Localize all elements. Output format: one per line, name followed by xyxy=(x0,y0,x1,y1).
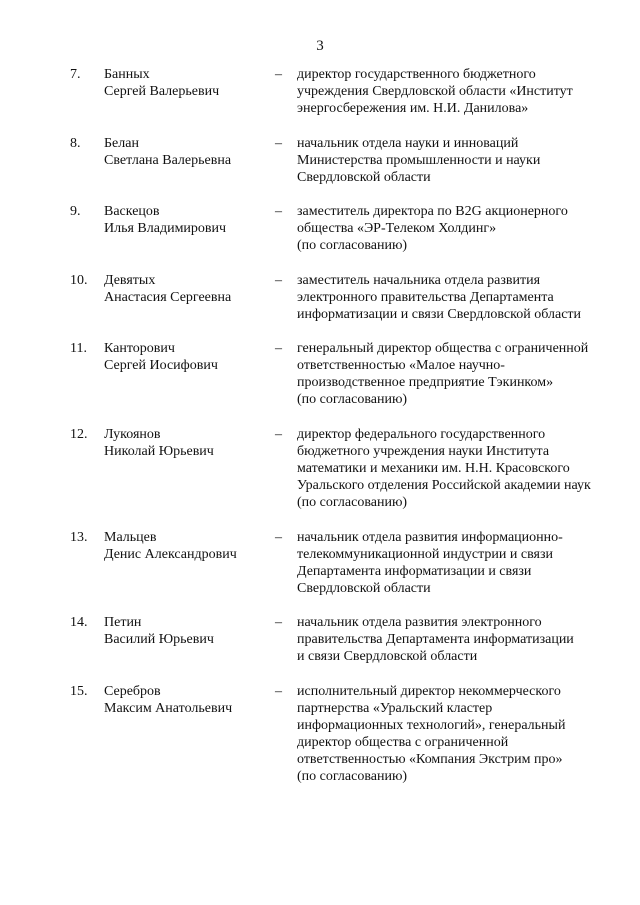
surname: Серебров xyxy=(104,684,161,699)
person-name xyxy=(104,340,264,374)
description-line: начальник отдела науки и инноваций xyxy=(297,136,519,151)
surname: Мальцев xyxy=(104,530,157,545)
entry-number: 10. xyxy=(70,273,88,288)
description-line: математики и механики им. Н.Н. Красовского xyxy=(297,461,570,476)
person-name xyxy=(104,135,264,169)
surname: Белан xyxy=(104,136,139,151)
description-line: (по согласованию) xyxy=(297,392,408,407)
description-line: Свердловской области xyxy=(297,170,431,185)
entry-number: 9. xyxy=(70,204,81,219)
description-line: Свердловской области xyxy=(297,581,431,596)
description-line: Уральского отделения Российской академии наук xyxy=(297,478,591,493)
description-line: производственное предприятие Тэкинком» xyxy=(297,375,554,390)
dash: – xyxy=(275,615,282,630)
position-description xyxy=(297,683,617,785)
description-line: телекоммуникационной индустрии и связи xyxy=(297,547,554,562)
given-names: Василий Юрьевич xyxy=(104,632,214,647)
given-names: Максим Анатольевич xyxy=(104,701,233,716)
description-line: Министерства промышленности и науки xyxy=(297,153,541,168)
description-line: (по согласованию) xyxy=(297,495,408,510)
surname: Банных xyxy=(104,67,150,82)
person-name xyxy=(104,426,264,460)
description-line: (по согласованию) xyxy=(297,238,408,253)
dash: – xyxy=(275,273,282,288)
description-line: энергосбережения им. Н.И. Данилова» xyxy=(297,101,529,116)
description-line: исполнительный директор некоммерческого xyxy=(297,684,561,699)
description-line: ответственностью «Малое научно- xyxy=(297,358,505,373)
position-description xyxy=(297,340,617,408)
surname: Лукоянов xyxy=(104,427,161,442)
given-names: Илья Владимирович xyxy=(104,221,227,236)
description-line: начальник отдела развития электронного xyxy=(297,615,542,630)
description-line: заместитель начальника отдела развития xyxy=(297,273,541,288)
surname: Девятых xyxy=(104,273,156,288)
given-names: Сергей Валерьевич xyxy=(104,84,220,99)
description-line: правительства Департамента информатизации xyxy=(297,632,574,647)
position-description xyxy=(297,135,617,186)
person-name xyxy=(104,529,264,563)
description-line: бюджетного учреждения науки Института xyxy=(297,444,550,459)
description-line: партнерства «Уральский кластер xyxy=(297,701,493,716)
description-line: общества «ЭР-Телеком Холдинг» xyxy=(297,221,497,236)
page-number: 3 xyxy=(316,38,324,54)
description-line: и связи Свердловской области xyxy=(297,649,478,664)
surname: Петин xyxy=(104,615,142,630)
given-names: Анастасия Сергеевна xyxy=(104,290,232,305)
description-line: учреждения Свердловской области «Институт xyxy=(297,84,573,99)
position-description xyxy=(297,426,617,511)
position-description xyxy=(297,203,617,254)
description-line: заместитель директора по B2G акционерного xyxy=(297,204,568,219)
description-line: Департамента информатизации и связи xyxy=(297,564,532,579)
dash: – xyxy=(275,427,282,442)
dash: – xyxy=(275,136,282,151)
dash: – xyxy=(275,341,282,356)
dash: – xyxy=(275,530,282,545)
entry-number: 7. xyxy=(70,67,81,82)
person-name xyxy=(104,683,264,717)
position-description xyxy=(297,614,617,665)
person-name xyxy=(104,272,264,306)
person-name xyxy=(104,614,264,648)
description-line: начальник отдела развития информационно- xyxy=(297,530,563,545)
dash: – xyxy=(275,67,282,82)
entry-number: 8. xyxy=(70,136,81,151)
description-line: информатизации и связи Свердловской области xyxy=(297,307,582,322)
given-names: Светлана Валерьевна xyxy=(104,153,232,168)
description-line: директор общества с ограниченной xyxy=(297,735,509,750)
entry-number: 14. xyxy=(70,615,88,630)
position-description xyxy=(297,529,617,597)
dash: – xyxy=(275,204,282,219)
position-description xyxy=(297,272,617,323)
description-line: (по согласованию) xyxy=(297,769,408,784)
entry-number: 12. xyxy=(70,427,88,442)
position-description xyxy=(297,66,617,117)
description-line: директор государственного бюджетного xyxy=(297,67,536,82)
entry-number: 15. xyxy=(70,684,88,699)
surname: Канторович xyxy=(104,341,175,356)
entry-number: 11. xyxy=(70,341,87,356)
dash: – xyxy=(275,684,282,699)
given-names: Денис Александрович xyxy=(104,547,237,562)
entry-number: 13. xyxy=(70,530,88,545)
person-name xyxy=(104,66,264,100)
description-line: директор федерального государственного xyxy=(297,427,546,442)
surname: Васкецов xyxy=(104,204,160,219)
description-line: ответственностью «Компания Экстрим про» xyxy=(297,752,563,767)
given-names: Николай Юрьевич xyxy=(104,444,214,459)
given-names: Сергей Иосифович xyxy=(104,358,218,373)
person-name xyxy=(104,203,264,237)
description-line: электронного правительства Департамента xyxy=(297,290,554,305)
description-line: генеральный директор общества с ограниченной xyxy=(297,341,589,356)
description-line: информационных технологий», генеральный xyxy=(297,718,566,733)
